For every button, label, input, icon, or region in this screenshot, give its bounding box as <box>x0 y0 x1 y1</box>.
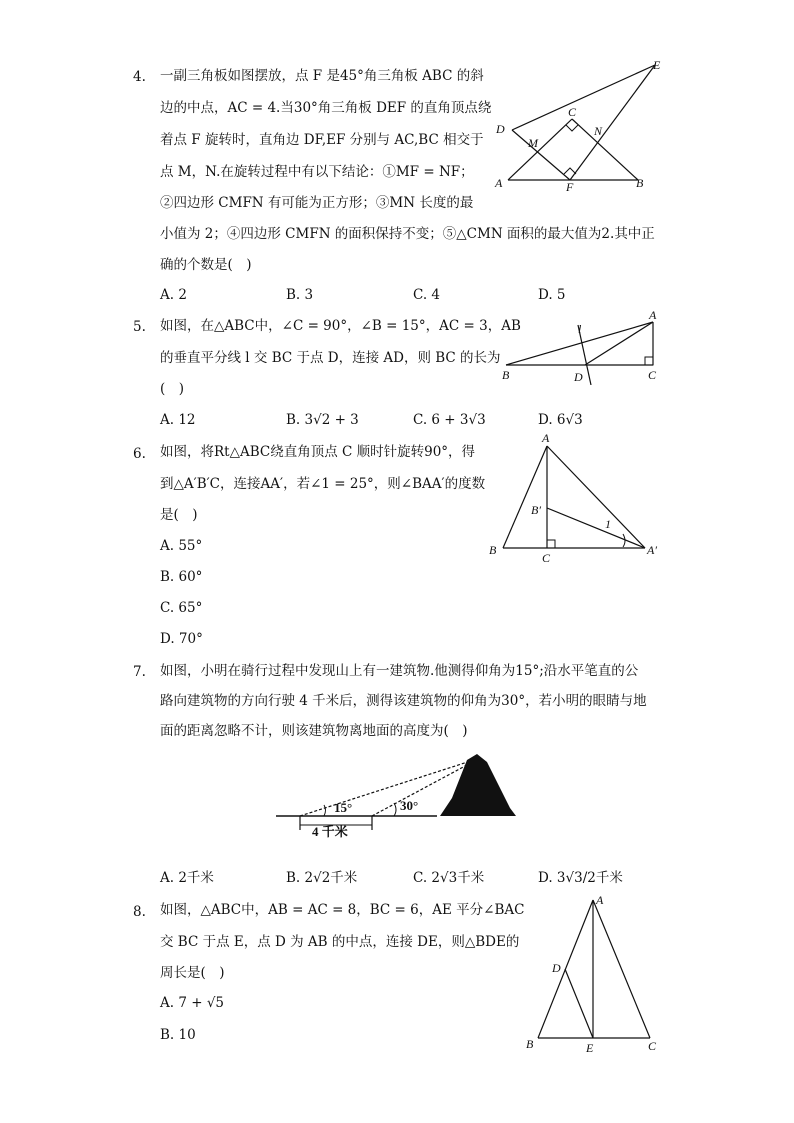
question-number: 7. <box>133 664 146 680</box>
option-b[interactable]: B. 3 <box>286 287 314 303</box>
question-number: 6. <box>133 446 146 462</box>
label-A: A <box>542 431 550 445</box>
label-E: E <box>586 1041 594 1055</box>
question-line: 着点 F 旋转时，直角边 DF,EF 分别与 AC,BC 相交于 <box>160 132 484 148</box>
label-C: C <box>648 368 657 382</box>
option-a[interactable]: A. 55° <box>160 538 203 554</box>
option-d[interactable]: D. 70° <box>160 631 203 647</box>
label-l: l <box>578 322 582 336</box>
question-line: 交 BC 于点 E，点 D 为 AB 的中点，连接 DE，则△BDE的 <box>160 934 520 950</box>
question-line: 到△A′B′C，连接AA′，若∠1 = 25°，则∠BAA′的度数 <box>160 476 486 492</box>
figure-q6 <box>485 428 665 568</box>
question-line: ②四边形 CMFN 有可能为正方形；③MN 长度的最 <box>160 195 474 211</box>
question-line: 点 M，N.在旋转过程中有以下结论：①MF = NF； <box>160 164 474 180</box>
option-c[interactable]: C. 4 <box>413 287 441 303</box>
option-c[interactable]: C. 2√3千米 <box>413 870 485 886</box>
option-a[interactable]: A. 2千米 <box>160 870 214 886</box>
option-b[interactable]: B. 3√2 + 3 <box>286 412 359 428</box>
option-b[interactable]: B. 2√2千米 <box>286 870 358 886</box>
option-d[interactable]: D. 6√3 <box>538 412 583 428</box>
label-B-prime: B′ <box>531 503 541 517</box>
label-M: M <box>528 136 538 150</box>
question-line: 路向建筑物的方向行驶 4 千米后，测得该建筑物的仰角为30°，若小明的眼睛与地 <box>160 693 647 709</box>
question-line: 小值为 2；④四边形 CMFN 的面积保持不变；⑤△CMN 面积的最大值为2.其中正 <box>160 226 655 242</box>
label-C: C <box>648 1039 657 1053</box>
question-line: 如图，在△ABC中，∠C = 90°，∠B = 15°，AC = 3，AB <box>160 318 521 334</box>
question-line: 如图，△ABC中，AB = AC = 8，BC = 6，AE 平分∠BAC <box>160 902 525 918</box>
label-N: N <box>594 124 603 138</box>
label-D: D <box>574 370 583 384</box>
question-line: 确的个数是( ) <box>160 257 252 273</box>
label-D: D <box>496 122 505 136</box>
label-B: B <box>489 543 497 557</box>
label-C: C <box>542 551 551 565</box>
label-B: B <box>636 176 644 190</box>
label-30-degrees: 30° <box>400 798 419 813</box>
question-line: 周长是( ) <box>160 965 225 981</box>
question-line: 面的距离忽略不计，则该建筑物离地面的高度为( ) <box>160 723 468 739</box>
question-number: 8. <box>133 904 146 920</box>
option-d[interactable]: D. 5 <box>538 287 566 303</box>
label-A: A <box>596 893 604 907</box>
question-line: 的垂直平分线 l 交 BC 于点 D，连接 AD，则 BC 的长为 <box>160 350 501 366</box>
question-line: ( ) <box>160 381 185 397</box>
option-a[interactable]: A. 7 + √5 <box>160 995 225 1011</box>
question-line: 如图，小明在骑行过程中发现山上有一建筑物.他测得仰角为15°;沿水平笔直的公 <box>160 663 639 679</box>
figure-q4 <box>490 55 670 195</box>
label-A: A <box>495 176 503 190</box>
question-line: 边的中点，AC = 4.当30°角三角板 DEF 的直角顶点绕 <box>160 100 492 116</box>
question-number: 5. <box>133 319 146 335</box>
label-angle-1: 1 <box>605 517 611 531</box>
label-A: A <box>649 308 657 322</box>
label-E: E <box>653 58 661 72</box>
option-a[interactable]: A. 12 <box>160 412 196 428</box>
label-B: B <box>502 368 510 382</box>
label-15-degrees: 15° <box>334 800 353 815</box>
question-line: 如图，将Rt△ABC绕直角顶点 C 顺时针旋转90°，得 <box>160 444 476 460</box>
option-b[interactable]: B. 10 <box>160 1027 196 1043</box>
figure-q5 <box>498 305 668 385</box>
label-B: B <box>526 1037 534 1051</box>
question-line: 是( ) <box>160 507 198 523</box>
figure-q8 <box>518 890 668 1060</box>
label-A-prime: A′ <box>647 543 657 557</box>
figure-q7 <box>272 750 532 845</box>
option-c[interactable]: C. 65° <box>160 600 203 616</box>
option-b[interactable]: B. 60° <box>160 569 203 585</box>
label-C: C <box>568 105 577 119</box>
option-a[interactable]: A. 2 <box>160 287 187 303</box>
question-line: 一副三角板如图摆放，点 F 是45°角三角板 ABC 的斜 <box>160 68 484 84</box>
label-4km: 4 千米 <box>312 824 348 839</box>
option-d[interactable]: D. 3√3/2千米 <box>538 870 623 886</box>
option-c[interactable]: C. 6 + 3√3 <box>413 412 486 428</box>
label-F: F <box>566 180 574 194</box>
question-number: 4. <box>133 69 146 85</box>
label-D: D <box>552 961 561 975</box>
